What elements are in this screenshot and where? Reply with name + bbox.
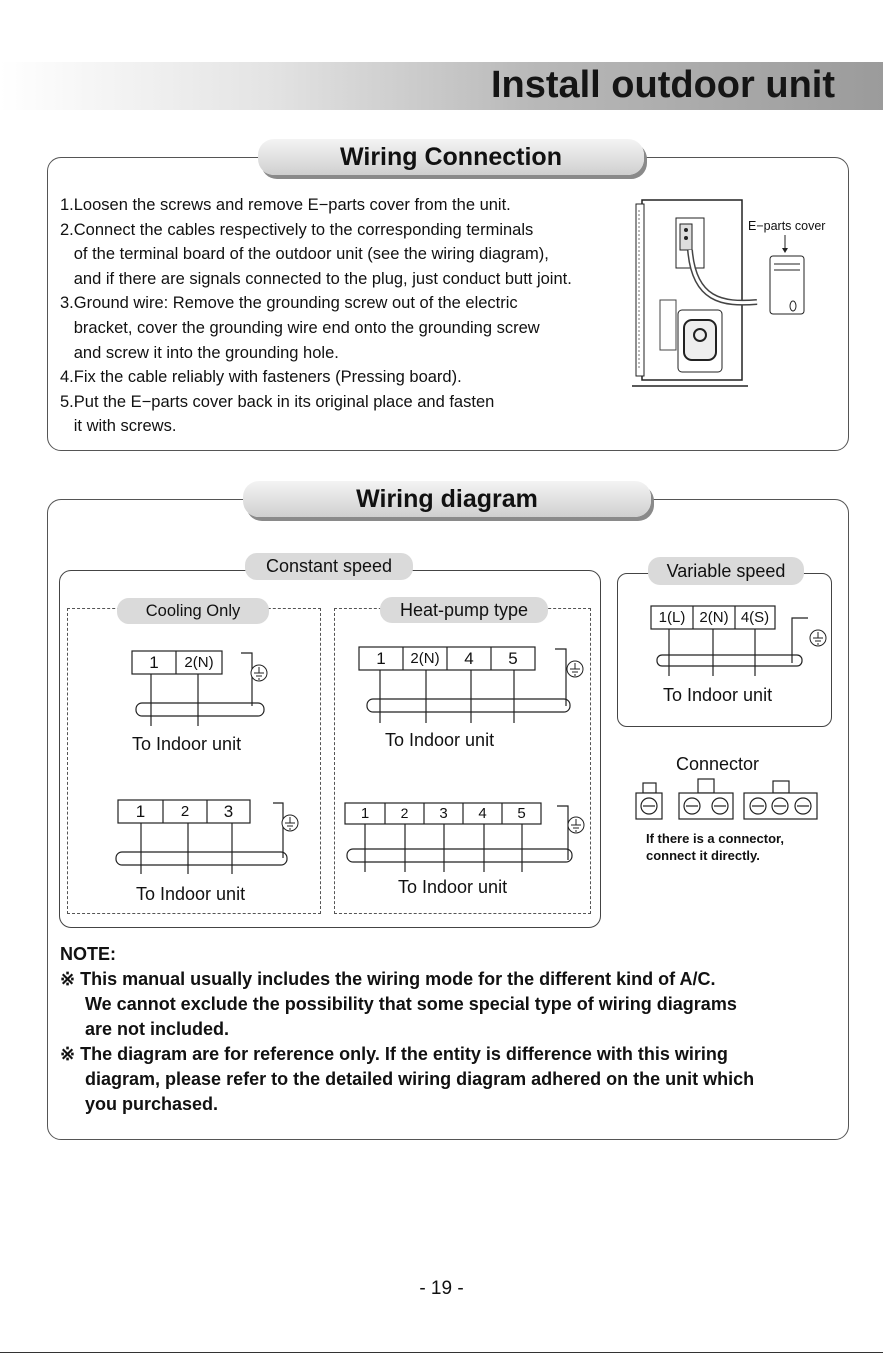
note-line: diagram, please refer to the detailed wiring diagram adhered on the unit which	[60, 1069, 755, 1089]
bottom-rule	[0, 1352, 883, 1353]
connector-title: Connector	[676, 754, 760, 774]
connector-note-line: If there is a connector,	[646, 831, 784, 846]
e-parts-cover-label: E−parts cover	[748, 219, 826, 233]
page-title: Install outdoor unit	[490, 64, 835, 106]
terminal-label: 4	[464, 649, 474, 668]
note-line: We cannot exclude the possibility that some special type of wiring diagrams	[60, 994, 737, 1014]
terminal-label: 1	[360, 805, 370, 822]
note-line: are not included.	[60, 1019, 230, 1039]
step-line: and screw it into the grounding hole.	[60, 343, 339, 362]
to-indoor-unit-label: To Indoor unit	[136, 884, 246, 904]
heat-pump-label: Heat-pump type	[380, 597, 548, 623]
step-line: 1.Loosen the screws and remove E−parts cover from the unit.	[60, 196, 511, 214]
to-indoor-unit-label: To Indoor unit	[663, 685, 773, 705]
terminal-label: 4(S)	[740, 609, 770, 626]
step-line: bracket, cover the grounding wire end onto the grounding screw	[60, 318, 540, 337]
connector-icon	[636, 779, 817, 819]
constant-speed-label: Constant speed	[245, 553, 413, 580]
terminal-label: 2(N)	[699, 609, 729, 626]
terminal-label: 1(L)	[658, 609, 686, 626]
wiring-diagram-title: Wiring diagram	[243, 481, 651, 517]
step-line: 2.Connect the cables respectively to the corresponding terminals	[60, 220, 534, 239]
terminal-label: 1	[135, 802, 146, 821]
step-line: of the terminal board of the outdoor unit (see the wiring diagram),	[60, 245, 549, 264]
note-block	[60, 942, 850, 1117]
step-line: 5.Put the E−parts cover back in its original place and fasten	[60, 392, 495, 411]
terminal-label: 3	[223, 802, 234, 821]
terminal-label: 5	[508, 649, 518, 668]
step-line: it with screws.	[60, 417, 177, 436]
terminal-label: 3	[439, 805, 448, 822]
terminal-label: 4	[478, 805, 487, 822]
to-indoor-unit-label: To Indoor unit	[132, 734, 242, 754]
terminal-label: 2	[400, 805, 409, 821]
connector-note-line: connect it directly.	[646, 848, 760, 863]
to-indoor-unit-label: To Indoor unit	[385, 730, 495, 750]
terminal-label: 1	[376, 649, 386, 668]
note-heading: NOTE:	[60, 944, 116, 964]
variable-speed-label: Variable speed	[648, 557, 804, 585]
note-line: you purchased.	[60, 1094, 219, 1114]
wiring-connection-title: Wiring Connection	[258, 139, 644, 175]
note-line: ※ This manual usually includes the wiring mode for the different kind of A/C.	[60, 969, 716, 989]
terminal-label: 2	[180, 803, 190, 820]
step-line: 3.Ground wire: Remove the grounding screw out of the electric	[60, 294, 518, 313]
terminal-label: 1	[149, 653, 159, 672]
page-number: - 19 -	[419, 1278, 464, 1299]
step-line: 4.Fix the cable reliably with fasteners (Pressing board).	[60, 368, 462, 387]
terminal-label: 5	[517, 805, 526, 822]
to-indoor-unit-label: To Indoor unit	[398, 877, 508, 897]
terminal-label: 2(N)	[184, 654, 214, 671]
cooling-only-label: Cooling Only	[117, 598, 269, 624]
terminal-label: 2(N)	[410, 650, 440, 667]
step-line: and if there are signals connected to the plug, just conduct butt joint.	[60, 269, 572, 288]
note-line: ※ The diagram are for reference only. If the entity is difference with this wiring	[60, 1044, 728, 1064]
